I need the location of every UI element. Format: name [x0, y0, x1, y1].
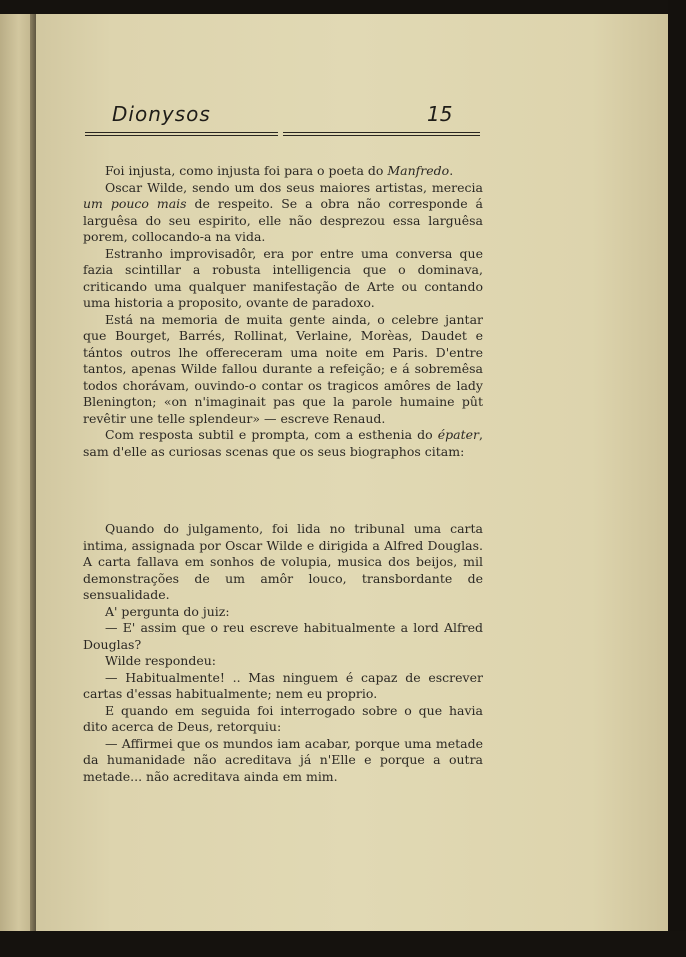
scan-border-top — [0, 0, 686, 14]
text-block-second — [83, 521, 483, 785]
scan-border-right — [668, 0, 686, 957]
paragraph: Foi injusta, como injusta foi para o poeta do Manfredo. — [105, 163, 454, 178]
dialogue-line: — Affirmei que os mundos iam acabar, porque uma metade da humanidade não acreditava já n'Elle e porque a outra metade... não acreditava ainda em mim. — [83, 735, 483, 784]
paragraph: E quando em seguida foi interrogado sobre o que havia dito acerca de Deus, retorquiu: — [83, 702, 483, 734]
facing-page-edge — [0, 14, 34, 931]
scan-border-bottom — [0, 931, 686, 957]
dialogue-line: — E' assim que o reu escreve habitualmente a lord Alfred Douglas? — [83, 620, 483, 652]
page-number: 15 — [427, 102, 453, 126]
header-rule-left — [85, 132, 278, 136]
header-rule-right — [283, 132, 480, 136]
paragraph: Estranho improvisadôr, era por entre uma conversa que fazia scintillar a robusta intelligencia que o dominava, criticando uma qualquer manifestação de Arte ou contando uma historia a proposito, ovante de paradoxo. — [83, 245, 483, 310]
paragraph: Com resposta subtil e prompta, com a esthenia do épater, sam d'elle as curiosas scenas que os seus biographos citam: — [83, 427, 483, 459]
dialogue-line: — Habitualmente! .. Mas ninguem é capaz de escrever cartas d'essas habitualmente; nem eu proprio. — [83, 669, 483, 701]
paragraph: Quando do julgamento, foi lida no tribunal uma carta intima, assignada por Oscar Wilde e dirigida a Alfred Douglas. A carta fallava em sonhos de volupia, musica dos beijos, mil demonstrações de um amôr louco, transbordante de sensualidade. — [83, 521, 483, 602]
book-page — [36, 14, 668, 931]
text-block-first — [83, 163, 483, 460]
paragraph: Oscar Wilde, sendo um dos seus maiores artistas, merecia um pouco mais de respeito. Se a obra não corresponde á larguêsa do seu espirito, elle não desprezou essa larguêsa porem, collocando-a na vida. — [83, 179, 483, 244]
paragraph: A' pergunta do juiz: — [105, 603, 230, 619]
paragraph: Está na memoria de muita gente ainda, o celebre jantar que Bourget, Barrés, Rollinat, Verlaine, Morèas, Daudet e tántos outros lhe offereceram uma noite em Paris. D'entre tantos, apenas Wilde fallou durante a refeição; e á sobremêsa todos chorávam, ouvindo-o contar os tragicos amôres de lady Blenington; «on n'imaginait pas que la parole humaine pût revêtir une telle splendeur» — escreve Renaud. — [83, 311, 483, 426]
paragraph: Wilde respondeu: — [105, 653, 217, 668]
running-title: Dionysos — [112, 102, 211, 126]
